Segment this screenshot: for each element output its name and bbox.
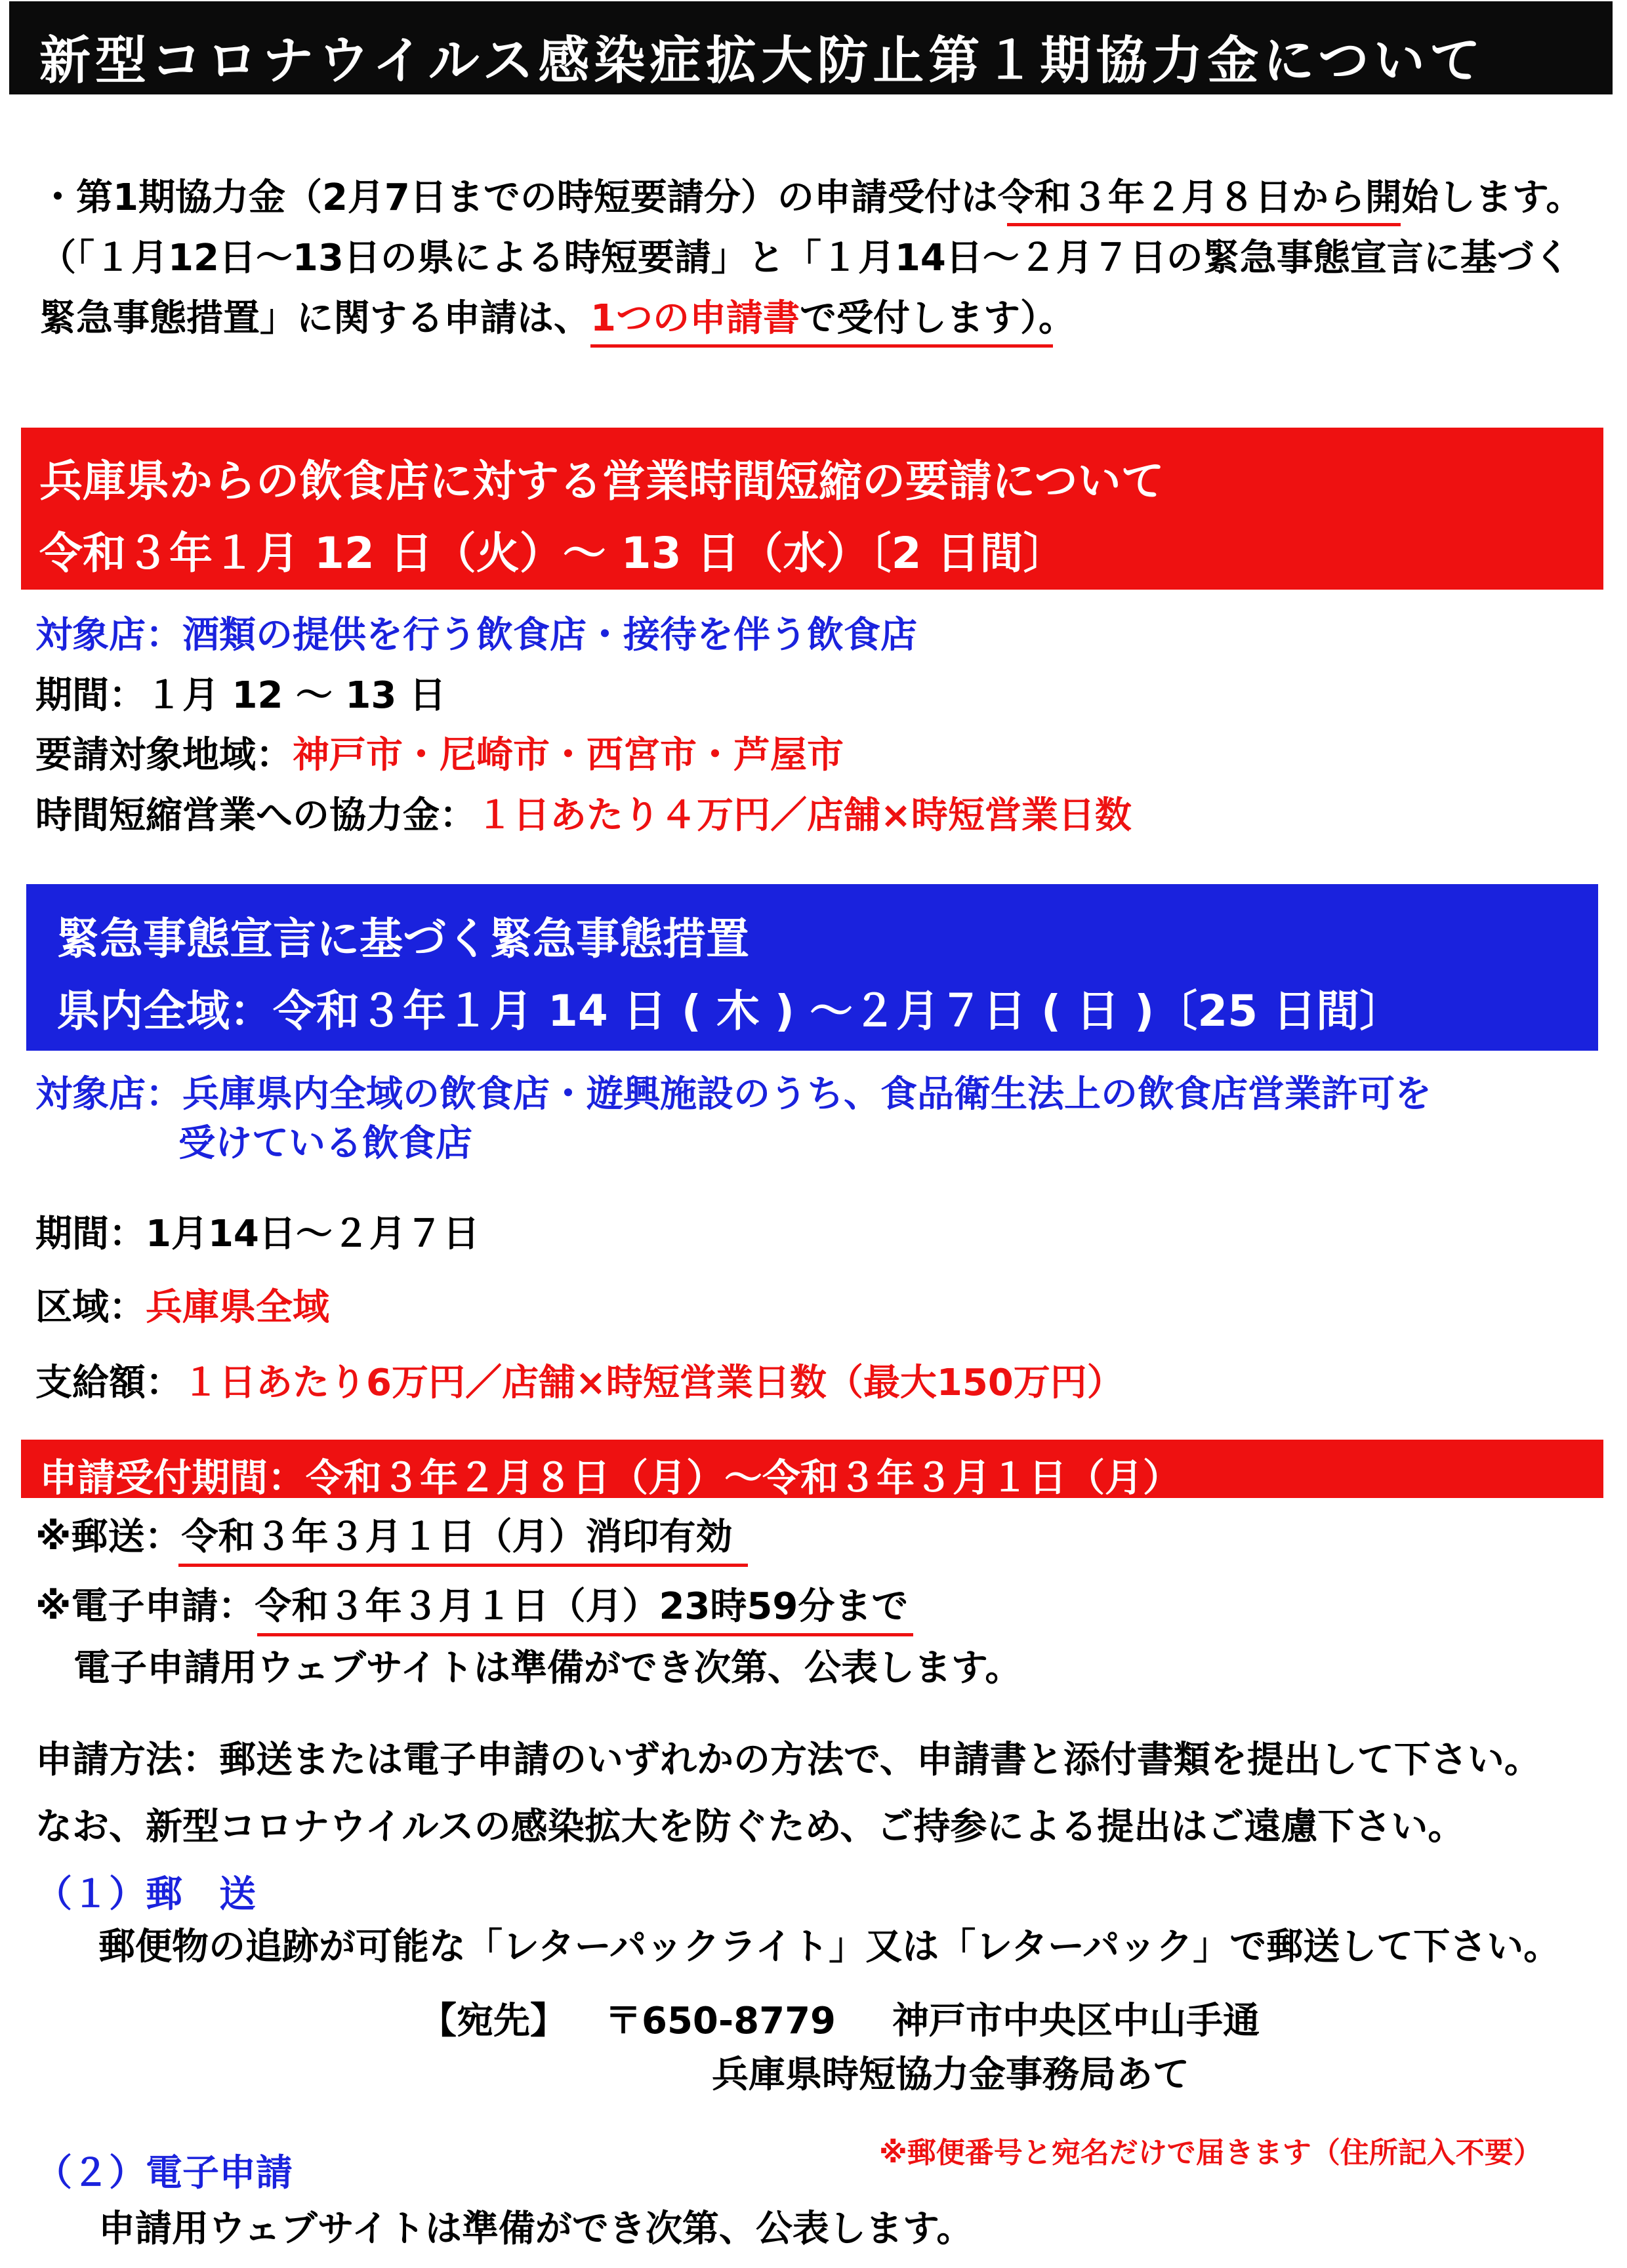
online-heading: （２）電子申請 [35,2152,293,2195]
mail-deadline-underline [178,1564,748,1567]
mail-deadline-label: ※郵送： [35,1516,182,1558]
address-note: ※郵便番号と宛名だけで届きます（住所記入不要） [879,2136,1542,2170]
one-application-form: 1つの申請書 [590,297,800,340]
section1-area [35,733,844,777]
intro-line1 [39,176,1582,220]
section2-header-line1: 緊急事態宣言に基づく緊急事態措置 [56,914,749,964]
section1-money [35,794,1132,838]
application-period: 申請受付期間：令和３年２月８日（月）～令和３年３月１日（月） [39,1455,1182,1500]
section1-area-value: 神戸市・尼崎市・西宮市・芦屋市 [293,734,844,777]
intro-line2: （「１月12日～13日の県による時短要請」と「１月14日～２月７日の緊急事態宣言に基づく [39,237,1571,279]
start-date-underline [1007,223,1401,226]
address-zip: 〒650-8779 [605,2000,836,2042]
mail-deadline [35,1515,732,1559]
mail-deadline-value: 令和３年３月１日（月）消印有効 [181,1516,733,1558]
section1-money-label: 時間短縮営業への協力金： [35,794,476,837]
section2-target-line1: 対象店：兵庫県内全域の飲食店・遊興施設のうち、食品衛生法上の飲食店営業許可を [35,1073,1431,1116]
section1-period: 期間：１月 12 ～ 13 日 [35,674,446,717]
section2-pay-value: １日あたり6万円／店舗×時短営業日数（最大150万円） [182,1362,1124,1404]
intro-start-date: 令和３年２月８日から開始します。 [997,176,1583,219]
method-line2: なお、新型コロナウイルスの感染拡大を防ぐため、ご持参による提出はご遠慮下さい。 [35,1806,1465,1848]
section2-pay [35,1361,1124,1405]
online-text: 申請用ウェブサイトは準備ができ次第、公表します。 [98,2208,974,2250]
section1-money-value: １日あたり４万円／店舗×時短営業日数 [476,794,1132,837]
section2-pay-label: 支給額： [35,1362,182,1404]
address-name: 兵庫県時短協力金事務局あて [712,2054,1189,2096]
intro-line1-pre: ・第1期協力金（2月7日までの時短要請分）の申請受付は [39,176,998,219]
intro-line3 [39,296,1075,340]
page-title: 新型コロナウイルス感染症拡大防止第１期協力金について [39,31,1485,91]
section1-header-line2: 令和３年１月 12 日（火）～ 13 日（水）〔2 日間〕 [39,528,1067,578]
section2-header-line2: 県内全域：令和３年１月 14 日 ( 木 ) ～２月７日 ( 日 )〔25 日間〕 [56,986,1403,1036]
online-deadline-value: 令和３年３月１日（月）23時59分まで [255,1585,909,1628]
intro-line3-pre: 緊急事態措置」に関する申請は、 [39,297,590,340]
post-heading: （１）郵 送 [35,1873,256,1916]
online-site-note: 電子申請用ウェブサイトは準備ができ次第、公表します。 [73,1647,1022,1690]
online-deadline [35,1585,908,1629]
section2-area [35,1286,329,1329]
section1-header-line1: 兵庫県からの飲食店に対する営業時間短縮の要請について [39,456,1164,506]
address-city: 神戸市中央区中山手通 [892,2000,1260,2042]
intro-line3-underline [590,344,1053,348]
intro-line3-post: で受付します）。 [799,297,1075,340]
section1-target: 対象店：酒類の提供を行う飲食店・接待を伴う飲食店 [35,614,917,657]
section1-area-label: 要請対象地域： [35,734,293,777]
address-label: 【宛先】 [420,2000,567,2042]
section2-area-label: 区域： [35,1286,146,1329]
section2-period: 期間：1月14日～２月７日 [35,1213,480,1255]
online-deadline-underline [257,1633,913,1636]
section2-target-line2: 受けている飲食店 [178,1122,472,1165]
method-line1: 申請方法：郵送または電子申請のいずれかの方法で、申請書と添付書類を提出して下さい。 [35,1739,1541,1781]
online-deadline-label: ※電子申請： [35,1585,255,1628]
post-text: 郵便物の追跡が可能な「レターパックライト」又は「レターパック」で郵送して下さい。 [98,1926,1561,1968]
section2-area-value: 兵庫県全域 [146,1286,329,1329]
